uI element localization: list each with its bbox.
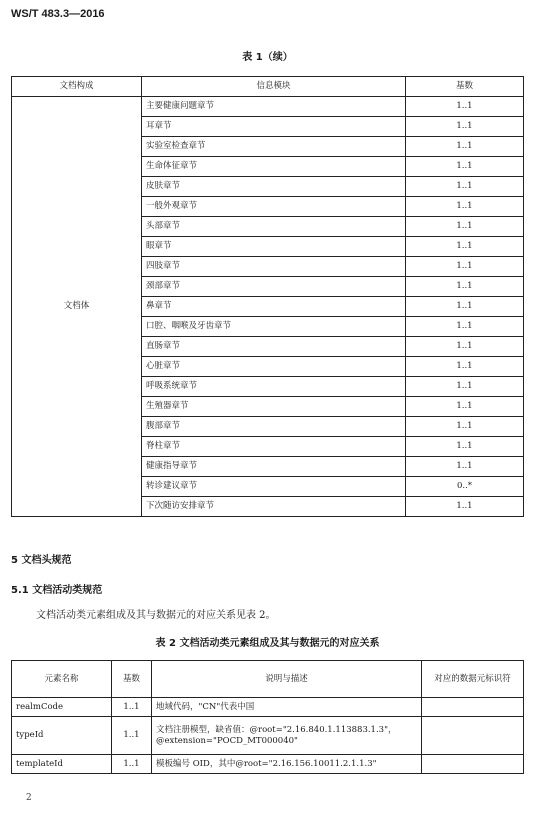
table1-module-cell: 头部章节	[142, 217, 406, 237]
table1-cardinality-cell: 1..1	[406, 277, 524, 297]
table2-row	[12, 698, 524, 717]
table1-header-cardinality: 基数	[406, 77, 524, 97]
table2-cardinality-cell: 1..1	[112, 755, 152, 774]
table1-cardinality-cell: 1..1	[406, 357, 524, 377]
table2-description-cell	[152, 755, 422, 774]
table1-module-cell: 心脏章节	[142, 357, 406, 377]
page-number: 2	[26, 793, 32, 803]
table1-cardinality-cell: 1..1	[406, 437, 524, 457]
table1-cardinality-cell: 1..1	[406, 117, 524, 137]
table1-module-cell: 转诊建议章节	[142, 477, 406, 497]
table1-cardinality-cell: 1..1	[406, 297, 524, 317]
table1	[11, 76, 524, 517]
table1-module-cell: 腹部章节	[142, 417, 406, 437]
table1-row	[12, 97, 524, 117]
table1-header-module: 信息模块	[142, 77, 406, 97]
table2-cardinality-cell: 1..1	[112, 717, 152, 755]
table1-module-cell: 眼章节	[142, 237, 406, 257]
table2-identifier-cell	[422, 755, 524, 774]
table1-module-cell: 生命体征章节	[142, 157, 406, 177]
table1-cardinality-cell: 1..1	[406, 377, 524, 397]
table1-cardinality-cell: 1..1	[406, 97, 524, 117]
table1-header-row	[12, 77, 524, 97]
table2-row	[12, 717, 524, 755]
table2-name-cell: templateId	[12, 755, 112, 774]
table1-cardinality-cell: 1..1	[406, 217, 524, 237]
table2-header-row	[12, 661, 524, 698]
table2-description-cell	[152, 698, 422, 717]
table1-module-cell: 生殖器章节	[142, 397, 406, 417]
table1-module-cell: 下次随访安排章节	[142, 497, 406, 517]
section-5-1-title: 5.1 文档活动类规范	[11, 585, 103, 596]
table1-cardinality-cell: 1..1	[406, 157, 524, 177]
table1-module-cell: 实验室检查章节	[142, 137, 406, 157]
table2-header-cardinality: 基数	[112, 661, 152, 698]
table1-module-cell: 四肢章节	[142, 257, 406, 277]
table1-module-cell: 颈部章节	[142, 277, 406, 297]
table2	[11, 660, 524, 774]
table1-module-cell: 直肠章节	[142, 337, 406, 357]
table2-header-name: 元素名称	[12, 661, 112, 698]
table1-cardinality-cell: 1..1	[406, 237, 524, 257]
table1-cardinality-cell: 1..1	[406, 457, 524, 477]
table2-name-cell: typeId	[12, 717, 112, 755]
table2-cardinality-cell: 1..1	[112, 698, 152, 717]
table2-identifier-cell	[422, 717, 524, 755]
table2-identifier-cell	[422, 698, 524, 717]
document-code: WS/T 483.3—2016	[11, 8, 105, 20]
table2-description-line: 地域代码，"CN"代表中国	[156, 701, 255, 712]
table2-row	[12, 755, 524, 774]
table2-header-description: 说明与描述	[152, 661, 422, 698]
table1-cardinality-cell: 1..1	[406, 197, 524, 217]
table1-cardinality-cell: 1..1	[406, 397, 524, 417]
table1-module-cell: 口腔、咽喉及牙齿章节	[142, 317, 406, 337]
table1-caption: 表 1（续）	[242, 52, 293, 63]
table1-module-cell: 鼻章节	[142, 297, 406, 317]
table2-caption: 表 2 文档活动类元素组成及其与数据元的对应关系	[155, 638, 380, 649]
table1-cardinality-cell: 1..1	[406, 417, 524, 437]
table1-cardinality-cell: 1..1	[406, 497, 524, 517]
table1-cardinality-cell: 1..1	[406, 177, 524, 197]
table1-module-cell: 脊柱章节	[142, 437, 406, 457]
table1-header-composition: 文档构成	[12, 77, 142, 97]
table1-module-cell: 一般外观章节	[142, 197, 406, 217]
table2-description-line: 文档注册模型，缺省值：@root="2.16.840.1.113883.1.3"，	[156, 725, 397, 736]
table1-module-cell: 健康指导章节	[142, 457, 406, 477]
table2-description-line: 模板编号 OID，其中@root="2.16.156.10011.2.1.1.3"	[156, 758, 377, 769]
table1-module-cell: 耳章节	[142, 117, 406, 137]
table2-header-identifier: 对应的数据元标识符	[422, 661, 524, 698]
section-5-title: 5 文档头规范	[11, 555, 72, 566]
table1-cardinality-cell: 1..1	[406, 317, 524, 337]
table1-module-cell: 主要健康问题章节	[142, 97, 406, 117]
paragraph: 文档活动类元素组成及其与数据元的对应关系见表 2。	[36, 610, 276, 621]
table1-module-cell: 皮肤章节	[142, 177, 406, 197]
table1-cardinality-cell: 0..*	[406, 477, 524, 497]
table1-cardinality-cell: 1..1	[406, 257, 524, 277]
table2-description-cell	[152, 717, 422, 755]
table2-name-cell: realmCode	[12, 698, 112, 717]
table1-cardinality-cell: 1..1	[406, 337, 524, 357]
table1-cardinality-cell: 1..1	[406, 137, 524, 157]
table1-group-label: 文档体	[12, 97, 142, 517]
table2-description-line: @extension="POCD_MT000040"	[156, 735, 298, 746]
table1-module-cell: 呼吸系统章节	[142, 377, 406, 397]
